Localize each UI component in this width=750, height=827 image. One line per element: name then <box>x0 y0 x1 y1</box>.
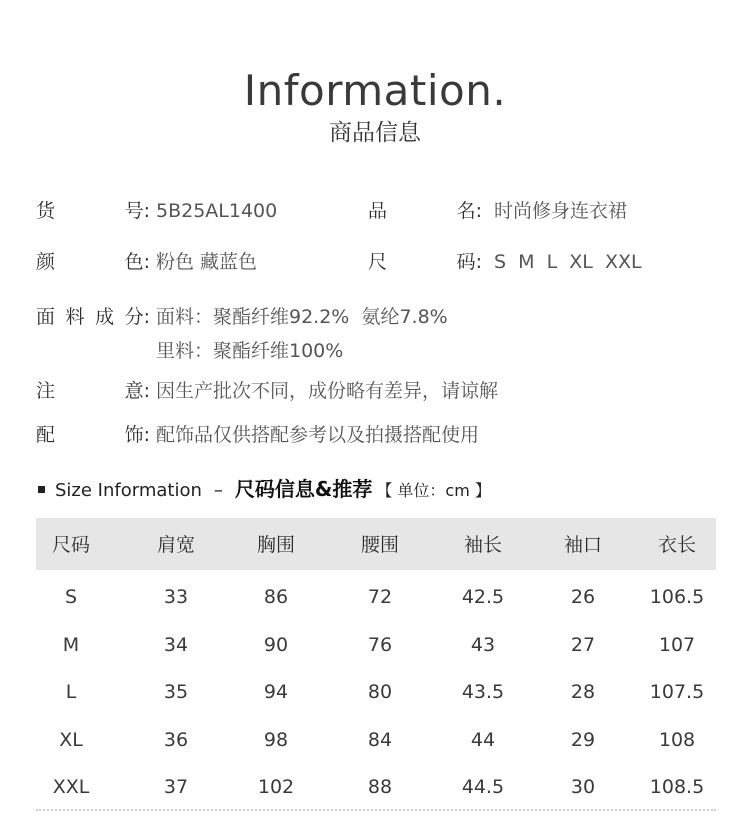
info-row-note <box>36 378 716 404</box>
table-size-cell: XL <box>59 729 83 751</box>
table-header-cell: 肩宽 <box>156 534 195 556</box>
accessory-value: 配饰品仅供搭配参考以及拍摄搭配使用 <box>156 424 480 446</box>
table-cell: 107.5 <box>649 681 705 703</box>
table-cell: 98 <box>263 729 289 751</box>
table-bottom-divider <box>36 809 716 811</box>
table-cell: 42.5 <box>461 586 505 608</box>
fabric-lining-value: 里料：聚酯纤维100% <box>156 340 344 362</box>
table-cell: 27 <box>570 634 596 656</box>
info-row-name <box>368 198 708 224</box>
item-no-value: 5B25AL1400 <box>156 200 278 222</box>
info-row-fabric <box>36 304 716 366</box>
size-value: S M L XL XXL <box>494 251 642 273</box>
table-size-cell: S <box>64 586 78 608</box>
note-label: 注 意: <box>36 380 150 402</box>
size-label: 尺 码: <box>368 251 482 273</box>
fabric-outer-value: 面料：聚酯纤维92.2% 氨纶7.8% <box>156 306 448 328</box>
info-row-accessory <box>36 422 716 448</box>
table-header-cell: 尺码 <box>51 534 90 556</box>
table-cell: 33 <box>163 586 189 608</box>
table-header-cell: 衣长 <box>657 534 696 556</box>
table-cell: 34 <box>163 634 189 656</box>
size-title-cn: 尺码信息&推荐 <box>234 477 373 501</box>
page-title: Information. <box>243 66 507 115</box>
info-row-color <box>36 249 366 275</box>
table-cell: 84 <box>367 729 393 751</box>
color-label: 颜 色: <box>36 251 150 273</box>
fabric-label: 面 料 成 分: <box>36 306 150 328</box>
table-cell: 86 <box>263 586 289 608</box>
size-section-heading <box>38 476 491 504</box>
table-cell: 90 <box>263 634 289 656</box>
item-no-label: 货 号: <box>36 200 150 222</box>
table-size-cell: XXL <box>52 776 90 798</box>
table-header-cell: 腰围 <box>360 534 399 556</box>
table-cell: 43.5 <box>461 681 505 703</box>
info-row-size <box>368 249 708 275</box>
color-value: 粉色 藏蓝色 <box>156 251 258 273</box>
table-cell: 44.5 <box>461 776 505 798</box>
table-header-cell: 袖长 <box>463 534 502 556</box>
table-cell: 43 <box>470 634 496 656</box>
accessory-label: 配 饰: <box>36 424 150 446</box>
table-cell: 72 <box>367 586 393 608</box>
table-cell: 102 <box>257 776 295 798</box>
table-cell: 36 <box>163 729 189 751</box>
table-cell: 76 <box>367 634 393 656</box>
table-header-cell: 袖口 <box>563 534 602 556</box>
table-cell: 106.5 <box>649 586 705 608</box>
table-cell: 80 <box>367 681 393 703</box>
note-value: 因生产批次不同，成份略有差异，请谅解 <box>156 380 499 402</box>
table-cell: 107 <box>658 634 696 656</box>
table-header-cell: 胸围 <box>256 534 295 556</box>
size-title-dash: – <box>213 480 223 501</box>
table-cell: 29 <box>570 729 596 751</box>
table-size-cell: M <box>62 634 80 656</box>
table-cell: 88 <box>367 776 393 798</box>
table-cell: 28 <box>570 681 596 703</box>
table-cell: 108.5 <box>649 776 705 798</box>
table-size-cell: L <box>65 681 77 703</box>
name-value: 时尚修身连衣裙 <box>494 200 628 222</box>
size-unit: 【 单位：cm 】 <box>376 481 491 500</box>
size-title-en: Size Information <box>55 480 202 501</box>
table-cell: 108 <box>658 729 696 751</box>
bullet-icon <box>38 486 45 493</box>
table-cell: 44 <box>470 729 496 751</box>
info-row-item-no <box>36 198 366 224</box>
page-subtitle: 商品信息 <box>329 120 421 146</box>
table-cell: 30 <box>570 776 596 798</box>
table-cell: 37 <box>163 776 189 798</box>
name-label: 品 名: <box>368 200 482 222</box>
table-cell: 26 <box>570 586 596 608</box>
table-cell: 94 <box>263 681 289 703</box>
table-cell: 35 <box>163 681 189 703</box>
